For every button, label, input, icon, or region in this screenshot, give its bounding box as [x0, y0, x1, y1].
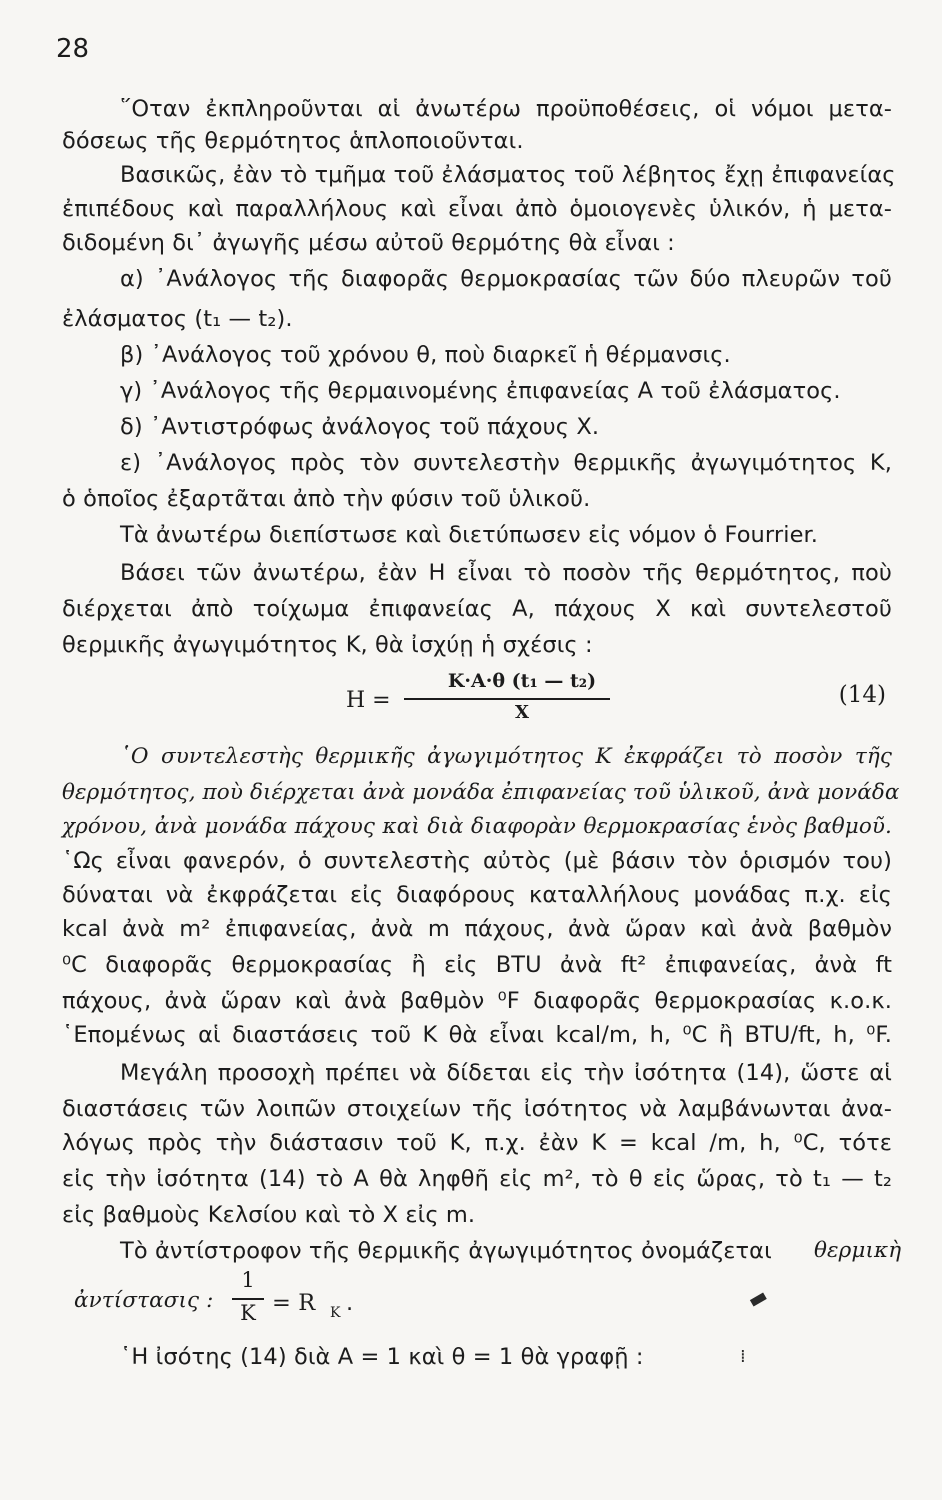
text-line: ῾Επομένως αἱ διαστάσεις τοῦ Κ θὰ εἶναι kcal/m, h, ⁰C ἢ BTU/ft, h, ⁰F.: [62, 1022, 892, 1048]
text-line: ⁰C διαφορᾶς θερμοκρασίας ἢ εἰς BTU ἀνὰ ft² ἐπιφανείας, ἀνὰ ft: [62, 952, 892, 978]
list-item-b: β) ᾿Ανάλογος τοῦ χρόνου θ, ποὺ διαρκεῖ ἡ θέρμανσις.: [120, 342, 731, 368]
page-number: 28: [56, 34, 90, 64]
text-line: Μεγάλη προσοχὴ πρέπει νὰ δίδεται εἰς τὴν ἰσότητα (14), ὥστε αἱ: [120, 1060, 892, 1086]
fraction-numerator: 1: [241, 1268, 255, 1292]
text-line: διαστάσεις τῶν λοιπῶν στοιχείων τῆς ἰσότητος νὰ λαμβάνωνται ἀνα-: [62, 1096, 892, 1122]
list-item-c: γ) ᾿Ανάλογος τῆς θερμαινομένης ἐπιφανείας Α τοῦ ἐλάσματος.: [120, 378, 841, 404]
text-line: Τὰ ἀνωτέρω διεπίστωσε καὶ διετύπωσεν εἰς νόμον ὁ Fourrier.: [120, 522, 819, 548]
text-line: δύναται νὰ ἐκφράζεται εἰς διαφόρους καταλλήλους μονάδας π.χ. εἰς: [62, 882, 892, 908]
text-line: Βάσει τῶν ἀνωτέρω, ἐὰν Η εἶναι τὸ ποσὸν τῆς θερμότητος, ποὺ: [120, 560, 892, 586]
text-line: διδομένη δι᾿ ἀγωγῆς μέσω αὐτοῦ θερμότης θὰ εἶναι :: [62, 230, 675, 256]
resistance-symbol: = R: [272, 1290, 316, 1316]
equation-14: [346, 670, 906, 730]
text-line: Τὸ ἀντίστροφον τῆς θερμικῆς ἀγωγιμότητος ὀνομάζεται: [120, 1238, 772, 1264]
resistance-subscript: K: [330, 1305, 341, 1321]
term-resistance: ἀντίστασις :: [74, 1288, 214, 1313]
fraction-bar: [404, 698, 610, 700]
equation-numerator: K·A·θ (t₁ — t₂): [447, 670, 597, 692]
equation-lhs: H =: [346, 688, 391, 713]
text-line: θερμικῆς ἀγωγιμότητος Κ, θὰ ἰσχύῃ ἡ σχέσις :: [62, 632, 593, 658]
text-line: ῞Οταν ἐκπληροῦνται αἱ ἀνωτέρω προϋποθέσεις, οἱ νόμοι μετα-: [120, 96, 892, 122]
list-item-a: α) ᾿Ανάλογος τῆς διαφορᾶς θερμοκρασίας τῶν δύο πλευρῶν τοῦ: [120, 266, 892, 292]
text-line: ὁ ὁποῖος ἐξαρτᾶται ἀπὸ τὴν φύσιν τοῦ ὑλικοῦ.: [62, 486, 591, 512]
text-line: ἐλάσματος (t₁ — t₂).: [62, 306, 293, 332]
resistance-fraction: [228, 1268, 268, 1332]
text-line: ῾Ως εἶναι φανερόν, ὁ συντελεστὴς αὐτὸς (μὲ βάσιν τὸν ὁρισμόν του): [62, 848, 892, 874]
text-line: λόγως πρὸς τὴν διάστασιν τοῦ Κ, π.χ. ἐὰν Κ = kcal /m, h, ⁰C, τότε: [62, 1130, 892, 1156]
period: .: [346, 1290, 354, 1316]
definition-line: θερμότητος, ποὺ διέρχεται ἀνὰ μονάδα ἐπιφανείας τοῦ ὑλικοῦ, ἀνὰ μονάδα: [62, 780, 900, 805]
text-line: kcal ἀνὰ m² ἐπιφανείας, ἀνὰ m πάχους, ἀνὰ ὥραν καὶ ἀνὰ βαθμὸν: [62, 916, 892, 942]
list-item-e: ε) ᾿Ανάλογος πρὸς τὸν συντελεστὴν θερμικῆς ἀγωγιμότητος Κ,: [120, 450, 892, 476]
ink-mark-icon: ▬: [743, 1282, 772, 1314]
text-line: δόσεως τῆς θερμότητος ἁπλοποιοῦνται.: [62, 128, 524, 154]
text-line: διέρχεται ἀπὸ τοίχωμα ἐπιφανείας Α, πάχους X καὶ συντελεστοῦ: [62, 596, 892, 622]
equation-denominator: X: [515, 702, 529, 723]
text-line: εἰς βαθμοὺς Κελσίου καὶ τὸ X εἰς m.: [62, 1202, 476, 1228]
term-thermal: θερμικὴ: [814, 1238, 902, 1263]
list-item-d: δ) ᾿Αντιστρόφως ἀνάλογος τοῦ πάχους X.: [120, 414, 600, 440]
definition-line: ῾Ο συντελεστὴς θερμικῆς ἀγωγιμότητος Κ ἐκφράζει τὸ ποσὸν τῆς: [120, 744, 892, 769]
equation-label: (14): [838, 682, 886, 708]
fraction-bar: [232, 1298, 264, 1300]
text-line: εἰς τὴν ἰσότητα (14) τὸ Α θὰ ληφθῆ εἰς m², τὸ θ εἰς ὥρας, τὸ t₁ — t₂: [62, 1166, 892, 1192]
fraction-denominator: K: [240, 1301, 256, 1325]
text-line: ἐπιπέδους καὶ παραλλήλους καὶ εἶναι ἀπὸ ὁμοιογενὲς ὑλικόν, ἡ μετα-: [62, 196, 892, 222]
definition-line: χρόνου, ἀνὰ μονάδα πάχους καὶ διὰ διαφορὰν θερμοκρασίας ἑνὸς βαθμοῦ.: [62, 814, 892, 839]
text-line: Βασικῶς, ἐὰν τὸ τμῆμα τοῦ ἐλάσματος τοῦ λέβητος ἔχῃ ἐπιφανείας: [120, 162, 896, 188]
ink-mark-icon: ⁞: [740, 1346, 746, 1367]
text-line: ῾Η ἰσότης (14) διὰ Α = 1 καὶ θ = 1 θὰ γραφῇ :: [120, 1344, 644, 1370]
text-line: πάχους, ἀνὰ ὥραν καὶ ἀνὰ βαθμὸν ⁰F διαφορᾶς θερμοκρασίας κ.ο.κ.: [62, 988, 892, 1014]
